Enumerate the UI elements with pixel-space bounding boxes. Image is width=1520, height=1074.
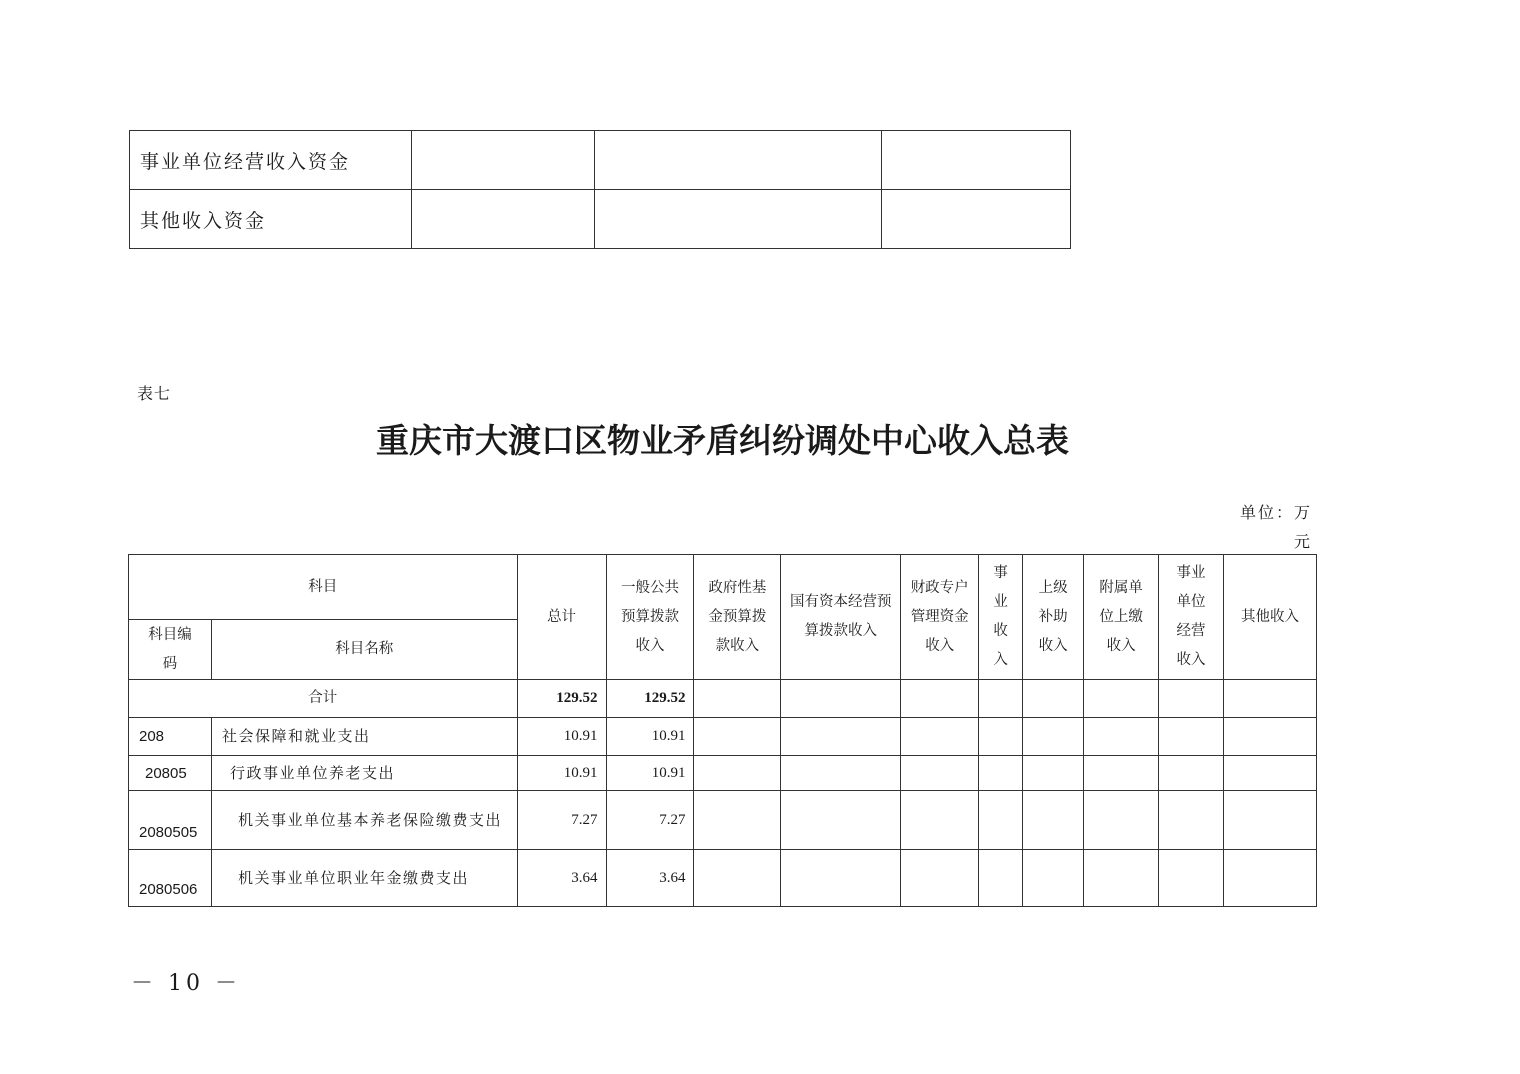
unit-label-line1: 单位：万 [1239,503,1312,522]
header-code: 科目编码 [129,620,212,680]
subject-code: 20805 [129,756,212,791]
empty-cell [1224,718,1317,756]
empty-cell [1159,791,1224,850]
header-operating: 事业单位经营收入 [1159,555,1224,680]
header-subject: 科目 [129,555,518,620]
header-superior-subsidy: 上级补助收入 [1023,555,1084,680]
empty-cell [1084,680,1159,718]
empty-cell [594,131,882,190]
empty-cell [411,131,594,190]
empty-cell [411,190,594,249]
header-name: 科目名称 [211,620,517,680]
table-row [129,756,1317,791]
table-row [130,131,1071,190]
empty-cell [1084,718,1159,756]
empty-cell [1023,718,1084,756]
income-funds-table-continuation [129,130,1071,249]
subject-name: 机关事业单位职业年金缴费支出 [211,850,517,907]
subject-code: 2080505 [129,791,212,850]
empty-cell [901,756,979,791]
empty-cell [1023,791,1084,850]
empty-cell [1224,791,1317,850]
empty-cell [694,756,781,791]
empty-cell [882,190,1071,249]
empty-cell [979,680,1023,718]
total-row [129,680,1317,718]
empty-cell [901,680,979,718]
unit-label [1232,498,1312,556]
empty-cell [1084,756,1159,791]
empty-cell [781,756,901,791]
row-label: 事业单位经营收入资金 [130,131,412,190]
empty-cell [594,190,882,249]
row-label: 其他收入资金 [130,190,412,249]
row-total: 10.91 [517,718,606,756]
empty-cell [1224,756,1317,791]
header-business: 事业收入 [979,555,1023,680]
table-number-label: 表七 [137,384,172,403]
subject-name: 社会保障和就业支出 [211,718,517,756]
empty-cell [781,680,901,718]
total-value: 129.52 [517,680,606,718]
empty-cell [901,850,979,907]
table-row [130,190,1071,249]
empty-cell [781,850,901,907]
empty-cell [1224,680,1317,718]
empty-cell [1084,791,1159,850]
table-row [129,791,1317,850]
page-title: 重庆市大渡口区物业矛盾纠纷调处中心收入总表 [376,421,1069,460]
subject-code: 2080506 [129,850,212,907]
row-total: 10.91 [517,756,606,791]
row-total: 3.64 [517,850,606,907]
empty-cell [979,718,1023,756]
empty-cell [694,680,781,718]
empty-cell [1084,850,1159,907]
row-total: 7.27 [517,791,606,850]
total-label: 合计 [129,680,518,718]
row-general-budget: 10.91 [606,718,694,756]
header-other: 其他收入 [1224,555,1317,680]
empty-cell [1159,718,1224,756]
empty-cell [1023,680,1084,718]
empty-cell [1023,756,1084,791]
header-state-capital: 国有资本经营预算拨款收入 [781,555,901,680]
empty-cell [901,718,979,756]
row-general-budget: 7.27 [606,791,694,850]
subject-name: 行政事业单位养老支出 [211,756,517,791]
row-general-budget: 10.91 [606,756,694,791]
header-gov-fund: 政府性基金预算拨款收入 [694,555,781,680]
table-row [129,718,1317,756]
empty-cell [901,791,979,850]
row-general-budget: 3.64 [606,850,694,907]
empty-cell [694,791,781,850]
empty-cell [1159,850,1224,907]
empty-cell [1159,756,1224,791]
subject-code: 208 [129,718,212,756]
unit-label-line2: 元 [1293,532,1312,551]
header-general-budget: 一般公共预算拨款收入 [606,555,694,680]
table-row [129,850,1317,907]
header-total: 总计 [517,555,606,680]
header-affiliated: 附属单位上缴收入 [1084,555,1159,680]
empty-cell [979,850,1023,907]
empty-cell [882,131,1071,190]
empty-cell [979,791,1023,850]
empty-cell [1224,850,1317,907]
empty-cell [781,718,901,756]
empty-cell [781,791,901,850]
total-general-budget: 129.52 [606,680,694,718]
empty-cell [694,850,781,907]
page-number: － 10 － [131,971,241,996]
empty-cell [1159,680,1224,718]
empty-cell [1023,850,1084,907]
empty-cell [694,718,781,756]
empty-cell [979,756,1023,791]
header-fiscal-special: 财政专户管理资金收入 [901,555,979,680]
subject-name: 机关事业单位基本养老保险缴费支出 [211,791,517,850]
header-row [129,555,1317,620]
income-summary-table [128,554,1317,907]
